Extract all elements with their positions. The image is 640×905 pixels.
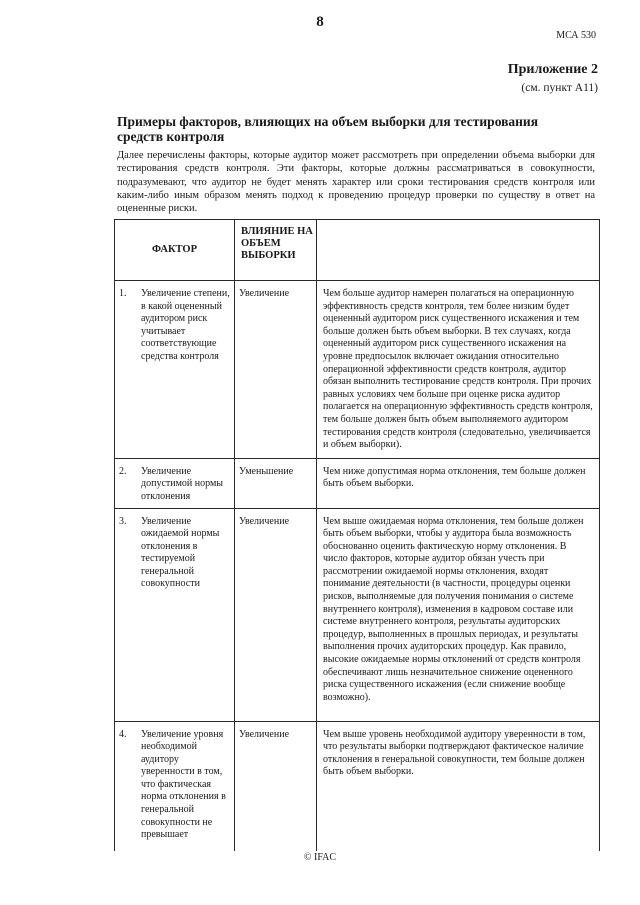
influence-text: Увеличение bbox=[239, 515, 290, 527]
description-text: Чем больше аудитор намерен полагаться на операционную эффективность средств контроля, тем более низким будет оцененный аудитором риск существенного искажения и тем больше должен быть объем выборки. В тех случаях, когда оцененный аудитором риск существенного искажения на уровне предпосылок включает ожидания относительно операционной эффективности средств контроля, аудитор обязан выполнить тестирование средств контроля. При прочих равных условиях чем больше при оценке риска аудитор полагается на операционную эффективность средств контроля, тем больше должен быть объем выполняемого аудитором тестирования средств контроля (следовательно, увеличивается и объем выборки). bbox=[323, 288, 593, 451]
page-number: 8 bbox=[316, 14, 324, 30]
standard-code: МСА 530 bbox=[556, 30, 596, 41]
description-text: Чем выше ожидаемая норма отклонения, тем больше должен быть объем выборки, чтобы у аудитора была возможность обоснованно оценить фактическую норму отклонения. В число факторов, которые аудитор обязан учесть при рассмотрении ожидаемой нормы отклонения, входят понимание деятельности (в частности, процедуры оценки рисков, выполняемые для получения понимания о системе внутреннего контроля), изменения в кадровом составе или системе внутреннего контроля, результаты аудиторских процедур, выполненных в прошлых периодах, и результаты выполнения прочих аудиторских процедур. Как правило, высокие ожидаемые нормы отклонений от средств контроля обеспечивают лишь незначительное снижение оцененного риска существенного искажения (если снижение вообще возможно). bbox=[323, 515, 584, 703]
header-description bbox=[317, 220, 600, 281]
intro-paragraph: Далее перечислены факторы, которые аудитор может рассмотреть при определении объема выборки для тестирования средств контроля. Эти факторы, которые должны рассматриваться в совокупности, подразумевают, что аудитор не будет менять характер или сроки тестирования средств контроля или каким-либо иным образом менять подход к проведению процедур проверки по существу в ответ на оцененные риски. bbox=[117, 150, 595, 215]
row-number: 2. bbox=[119, 465, 127, 477]
appendix-title: Приложение 2 bbox=[507, 62, 598, 77]
table-row bbox=[115, 508, 600, 721]
row-number: 3. bbox=[119, 515, 127, 527]
factor-text: Увеличение степени, в какой оцененный аудитором риск учитывает соответствующие средства контроля bbox=[141, 288, 230, 362]
header-influence: ВЛИЯНИЕ НА ОБЪЕМ ВЫБОРКИ bbox=[235, 220, 317, 281]
footer-copyright: © IFAC bbox=[303, 852, 337, 863]
influence-text: Увеличение bbox=[239, 728, 290, 740]
description-text: Чем выше уровень необходимой аудитору уверенности в том, что результаты выборки подтверждают фактическое наличие отклонения в генеральной совокупности, тем больше должен быть объем выборки. bbox=[323, 728, 586, 778]
description-text: Чем ниже допустимая норма отклонения, тем больше должен быть объем выборки. bbox=[323, 465, 586, 490]
factors-table bbox=[114, 219, 600, 851]
appendix-reference: (см. пункт А11) bbox=[521, 82, 598, 94]
table-row bbox=[115, 281, 600, 459]
row-number: 1. bbox=[119, 288, 127, 299]
table-row bbox=[115, 458, 600, 508]
factor-text: Увеличение допустимой нормы отклонения bbox=[141, 465, 224, 502]
section-heading: Примеры факторов, влияющих на объем выборки для тестирования средств контроля bbox=[117, 114, 539, 144]
factor-text: Увеличение уровня необходимой аудитору уверенности в том, что фактическая норма отклонения в генеральной совокупности не превышает bbox=[141, 728, 226, 841]
row-number: 4. bbox=[119, 728, 127, 740]
influence-text: Уменьшение bbox=[239, 465, 294, 477]
influence-text: Увеличение bbox=[239, 288, 290, 299]
table-row bbox=[115, 721, 600, 851]
table-header-row bbox=[115, 220, 600, 281]
factor-text: Увеличение ожидаемой нормы отклонения в тестируемой генеральной совокупности bbox=[141, 515, 220, 590]
header-factor: ФАКТОР bbox=[115, 220, 235, 281]
